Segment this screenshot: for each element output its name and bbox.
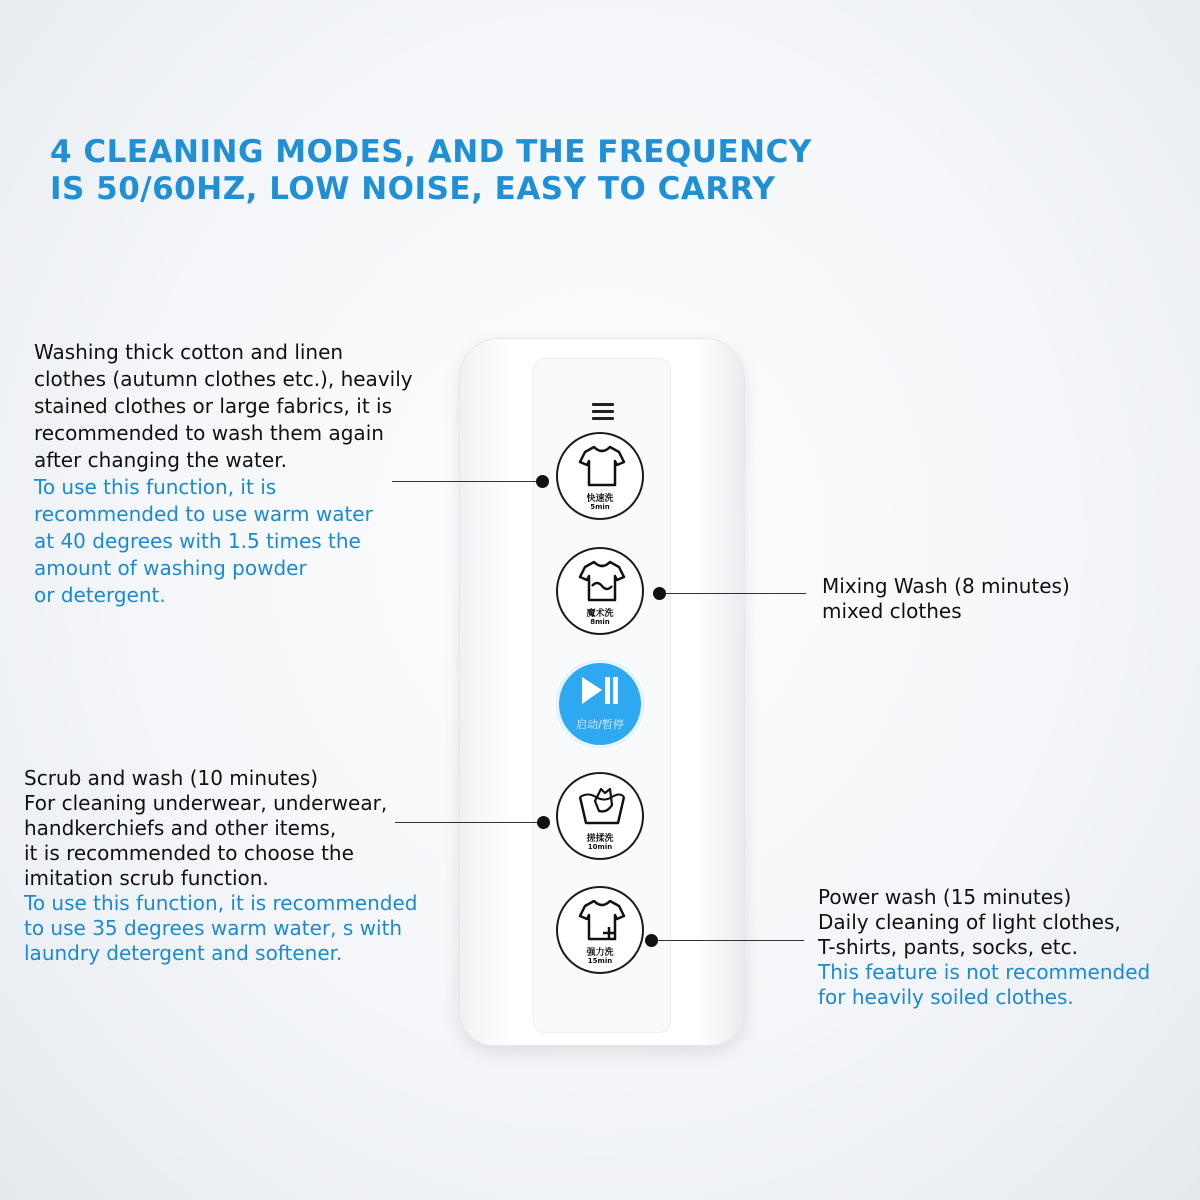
- headline-line-1: 4 CLEANING MODES, AND THE FREQUENCY: [50, 134, 812, 170]
- mixing-wash-button[interactable]: [556, 547, 644, 635]
- power-wash-callout-line: [652, 940, 804, 941]
- quick-wash-callout-dot: [536, 475, 549, 488]
- play-pause-icon: [580, 674, 622, 710]
- note-tip-line: to use 35 degrees warm water, s with: [24, 916, 403, 940]
- note-line: it is recommended to choose the: [24, 841, 354, 865]
- note-tip-line: To use this function, it is: [34, 475, 277, 499]
- note-tip-line: laundry detergent and softener.: [24, 941, 343, 965]
- mixing-wash-label: 魔术洗: [586, 609, 614, 619]
- mixing-wash-callout-line: [660, 593, 806, 594]
- power-wash-callout-dot: [645, 934, 658, 947]
- note-line: Scrub and wash (10 minutes): [24, 766, 319, 790]
- scrub-wash-callout-dot: [537, 816, 550, 829]
- tshirt-icon: [577, 443, 627, 489]
- note-line: Power wash (15 minutes): [818, 885, 1072, 909]
- power-wash-button[interactable]: [556, 886, 644, 974]
- headline: [50, 134, 812, 208]
- note-line: stained clothes or large fabrics, it is: [34, 394, 392, 418]
- note-tip-line: recommended to use warm water: [34, 502, 373, 526]
- quick-wash-time: 5min: [590, 503, 610, 511]
- scrub-wash-time: 10min: [587, 843, 613, 851]
- tshirt-plus-icon: [577, 897, 627, 943]
- power-wash-time: 15min: [587, 957, 613, 965]
- note-line: clothes (autumn clothes etc.), heavily: [34, 367, 413, 391]
- note-line: Daily cleaning of light clothes,: [818, 910, 1121, 934]
- scrub-wash-note: [24, 766, 418, 966]
- note-line: T-shirts, pants, socks, etc.: [818, 935, 1078, 959]
- quick-wash-callout-line: [392, 481, 542, 482]
- power-wash-label: 强力洗: [586, 948, 614, 958]
- note-line: Mixing Wash (8 minutes): [822, 574, 1070, 598]
- quick-wash-note: [34, 339, 413, 609]
- note-tip-line: amount of washing powder: [34, 556, 307, 580]
- note-line: recommended to wash them again: [34, 421, 384, 445]
- note-line: imitation scrub function.: [24, 866, 269, 890]
- note-line: For cleaning underwear, underwear,: [24, 791, 388, 815]
- note-tip-line: This feature is not recommended: [818, 960, 1151, 984]
- quick-wash-button[interactable]: [556, 432, 644, 520]
- start-pause-button[interactable]: [556, 660, 644, 748]
- scrub-wash-label: 搓揉洗: [586, 834, 614, 844]
- start-pause-label: 启动/暂停: [576, 718, 624, 731]
- note-line: mixed clothes: [822, 599, 962, 623]
- water-level-indicator: [592, 403, 614, 423]
- note-line: after changing the water.: [34, 448, 287, 472]
- headline-line-2: IS 50/60HZ, LOW NOISE, EASY TO CARRY: [50, 171, 776, 207]
- mixing-wash-callout-dot: [653, 587, 666, 600]
- tshirt-swirl-icon: [577, 558, 627, 604]
- note-line: Washing thick cotton and linen: [34, 340, 344, 364]
- note-tip-line: at 40 degrees with 1.5 times the: [34, 529, 361, 553]
- note-tip-line: To use this function, it is recommended: [24, 891, 418, 915]
- note-tip-line: or detergent.: [34, 583, 166, 607]
- quick-wash-label: 快速洗: [586, 494, 614, 504]
- scrub-wash-button[interactable]: [556, 772, 644, 860]
- mixing-wash-time: 8min: [590, 618, 610, 626]
- note-line: handkerchiefs and other items,: [24, 816, 337, 840]
- hand-wash-basin-icon: [577, 783, 627, 829]
- note-tip-line: for heavily soiled clothes.: [818, 985, 1074, 1009]
- power-wash-note: [818, 885, 1150, 1010]
- mixing-wash-note: [822, 574, 1070, 624]
